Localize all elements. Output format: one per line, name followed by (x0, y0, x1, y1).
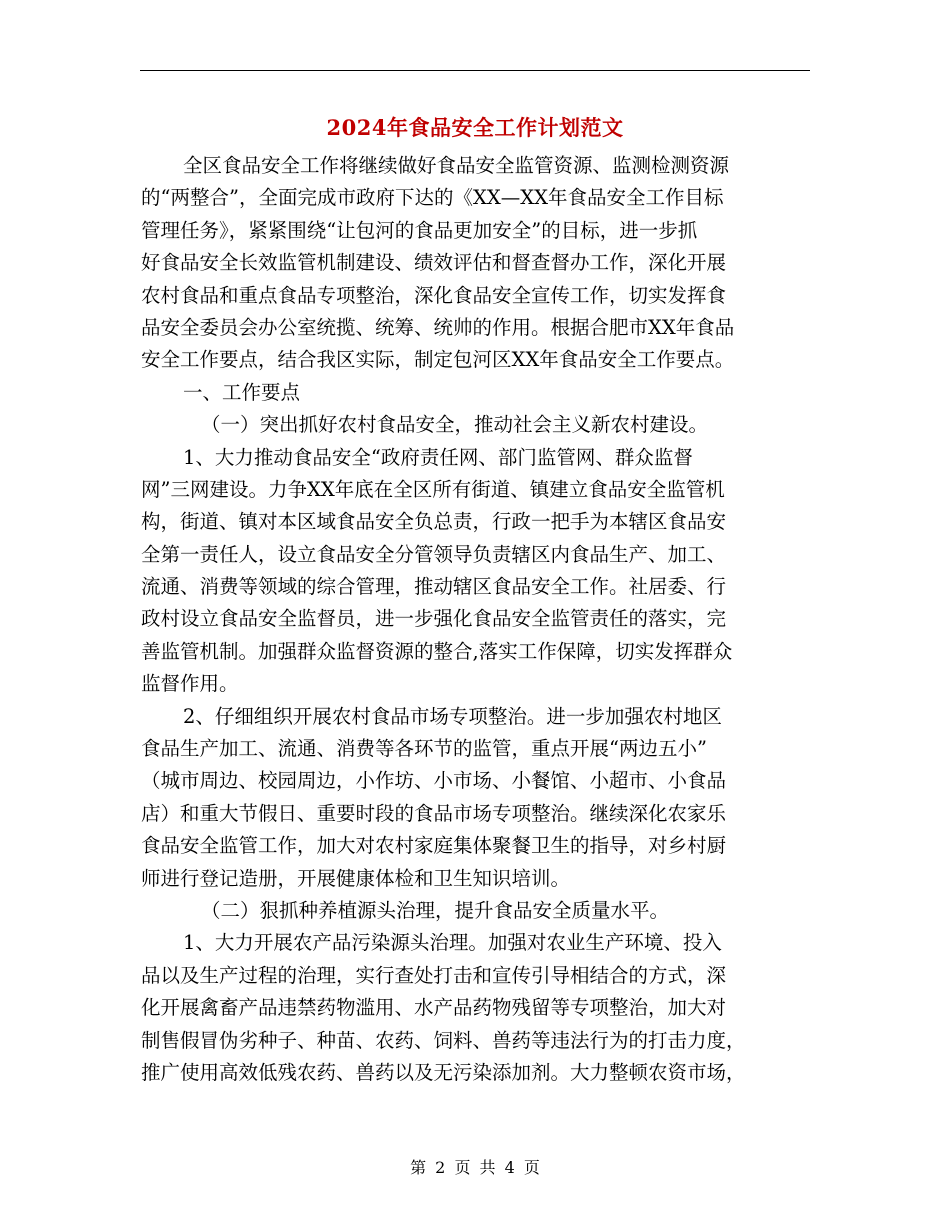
body-line: 2、仔细组织开展农村食品市场专项整治。进一步加强农村地区 (183, 704, 722, 728)
body-line: （二）狠抓种养植源头治理，提升食品安全质量水平。 (201, 898, 670, 922)
body-line: 构，街道、镇对本区域食品安全负总责，行政一把手为本辖区食品安 (141, 510, 727, 534)
body-line: 监督作用。 (141, 672, 239, 696)
body-line: 政村设立食品安全监督员，进一步强化食品安全监管责任的落实，完 (141, 607, 727, 631)
body-line: 师进行登记造册，开展健康体检和卫生知识培训。 (141, 866, 571, 890)
body-line: 食品安全监管工作，加大对农村家庭集体聚餐卫生的指导，对乡村厨 (141, 834, 727, 858)
body-line: （城市周边、校园周边，小作坊、小市场、小餐馆、小超市、小食品 (141, 769, 727, 793)
body-line: 食品生产加工、流通、消费等各环节的监管，重点开展“两边五小” (141, 737, 707, 761)
body-line: 店）和重大节假日、重要时段的食品市场专项整治。继续深化农家乐 (141, 801, 727, 825)
body-line: 制售假冒伪劣种子、种苗、农药、饲料、兽药等违法行为的打击力度， (141, 1028, 746, 1052)
header-rule (140, 70, 810, 71)
body-line: 管理任务》，紧紧围绕“让包河的食品更加安全”的目标，进一步抓 (141, 218, 698, 242)
body-line: 网”三网建设。力争XX年底在全区所有街道、镇建立食品安全监管机 (141, 477, 725, 501)
body-line: 1、大力推动食品安全“政府责任网、部门监管网、群众监督 (183, 445, 693, 469)
body-line: 品以及生产过程的治理，实行查处打击和宣传引导相结合的方式，深 (141, 963, 727, 987)
body-line: 推广使用高效低残农药、兽药以及无污染添加剂。大力整顿农资市场， (141, 1060, 746, 1084)
body-line: 全第一责任人，设立食品安全分管领导负责辖区内食品生产、加工、 (141, 542, 727, 566)
body-line: 安全工作要点，结合我区实际，制定包河区XX年食品安全工作要点。 (141, 348, 735, 372)
body-line: 1、大力开展农产品污染源头治理。加强对农业生产环境、投入 (183, 931, 722, 955)
body-line: 化开展禽畜产品违禁药物滥用、水产品药物残留等专项整治，加大对 (141, 996, 727, 1020)
body-line: 的“两整合”，全面完成市政府下达的《XX—XX年食品安全工作目标 (141, 186, 724, 210)
body-line: 流通、消费等领域的综合管理，推动辖区食品安全工作。社居委、行 (141, 575, 727, 599)
body-line: 一、工作要点 (183, 380, 301, 404)
document-title: 2024年食品安全工作计划范文 (326, 115, 624, 140)
document-body (141, 150, 813, 1089)
body-line: （一）突出抓好农村食品安全，推动社会主义新农村建设。 (201, 413, 709, 437)
body-line: 好食品安全长效监管机制建设、绩效评估和督查督办工作，深化开展 (141, 251, 727, 275)
page-footer: 第 2 页 共 4 页 (410, 1158, 540, 1177)
body-line: 善监管机制。加强群众监督资源的整合,落实工作保障，切实发挥群众 (141, 639, 733, 663)
body-line: 品安全委员会办公室统揽、统筹、统帅的作用。根据合肥市XX年食品 (141, 315, 735, 339)
body-line: 全区食品安全工作将继续做好食品安全监管资源、监测检测资源 (183, 154, 730, 177)
body-line: 农村食品和重点食品专项整治，深化食品安全宣传工作，切实发挥食 (141, 283, 727, 307)
